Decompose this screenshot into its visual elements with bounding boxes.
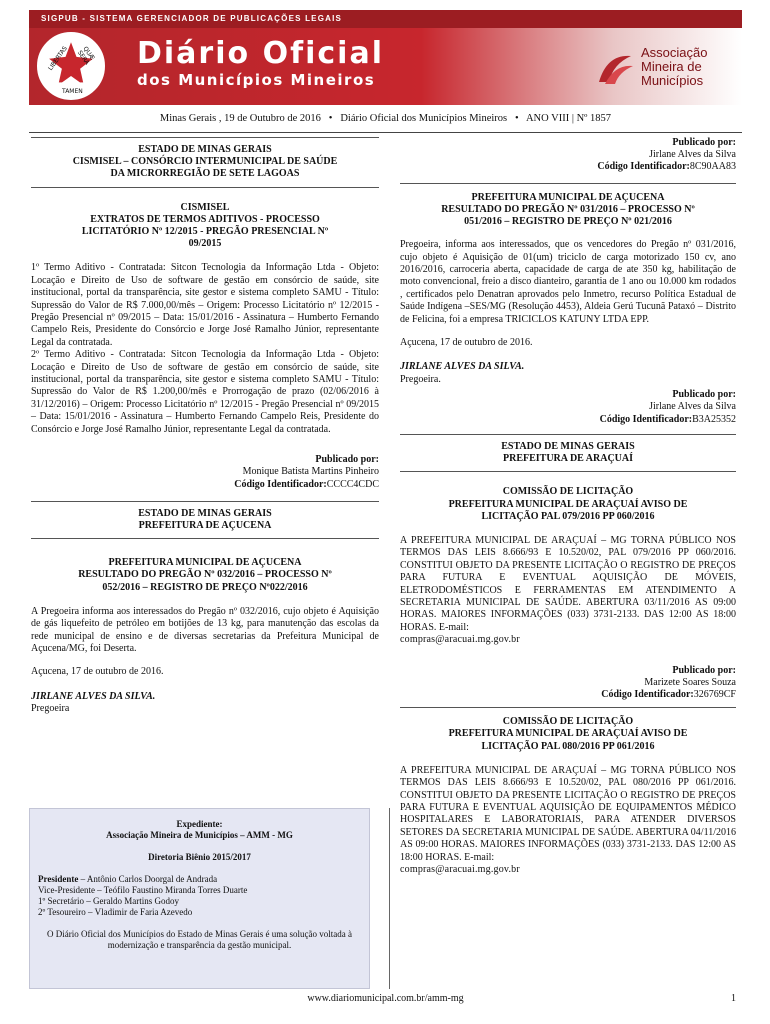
section-header-line: CISMISEL – CONSÓRCIO INTERMUNICIPAL DE SAÚDE xyxy=(72,156,338,168)
dateline-divider xyxy=(29,132,742,133)
amm-logo-line3: Municípios xyxy=(641,73,704,88)
footer-url[interactable]: www.diariomunicipal.com.br/amm-mg xyxy=(307,993,464,1004)
system-bar: SIGPUB - SISTEMA GERENCIADOR DE PUBLICAÇÕES LEGAIS xyxy=(29,10,742,28)
code-value: 8C90AA83 xyxy=(689,161,736,173)
publisher-block xyxy=(31,454,379,491)
article-paragraph: A Pregoeira informa aos interessados do Pregão nº 032/2016, cujo objeto é Aquisição de gás liquefeito de petróleo em botijões de 13 kg, para manutenção das escolas da rede municipal de ensino e de diversas secretarias da Prefeitura Municipal de Açucena/MG, foi Deserta. xyxy=(31,605,379,654)
publisher-label: Publicado por: xyxy=(672,389,736,401)
amm-logo-text xyxy=(641,46,707,88)
article-paragraph: 2º Termo Aditivo - Contratada: Sitcon Tecnologia da Informação Ltda - Objeto: Locação e Direito de Uso de software de gestão em consórcio de saúde, site institucional, portal da transparência, site gestor e sistema completo SAMU - Título: Supressão do Valor de R$ 1.200,00/mês e Prorrogação de prazo (02/06/2016 à 31/12/2016) – Origem: Processo Licitatório nº 12/2015 - Pregão Presencial nº 09/2015 – Data: 15/01/2016 - Assinatura – Humberto Fernando Campelo Reis, Presidente do Consórcio e Jorge José Ramalho Júnior, representante Legal da contratada. xyxy=(31,349,379,435)
article-title-line: EXTRATOS DE TERMOS ADITIVOS - PROCESSO xyxy=(90,213,320,225)
article-title-cismisel xyxy=(31,202,379,251)
right-column xyxy=(400,137,736,876)
email-link[interactable]: compras@aracuai.mg.gov.br xyxy=(400,864,520,876)
column-divider xyxy=(389,808,390,989)
expediente-member: 1º Secretário – Geraldo Martins Godoy xyxy=(38,896,180,906)
publisher-label: Publicado por: xyxy=(315,454,379,466)
expediente-president xyxy=(38,874,361,885)
publisher-code xyxy=(400,161,736,173)
article-title-line: CISMISEL xyxy=(180,201,230,213)
publisher-code xyxy=(400,689,736,701)
signatory-name: JIRLANE ALVES DA SILVA. xyxy=(400,361,525,373)
publisher-label: Publicado por: xyxy=(672,664,736,676)
signatory-role: Pregoeira xyxy=(31,703,70,715)
seal-text-bottom: TAMEN xyxy=(62,88,83,95)
article-date: Açucena, 17 de outubro de 2016. xyxy=(31,666,164,678)
minas-gerais-seal-icon xyxy=(37,32,105,100)
article-paragraph: 1º Termo Aditivo - Contratada: Sitcon Tecnologia da Informação Ltda - Objeto: Locação e Direito de Uso de software de gestão em consórcio de saúde, site institucional, portal da transparência, site gestor e sistema completo SAMU - Título: Supressão do Valor de R$ 7.000,00/mês – Origem: Processo Licitatório nº 12/2015 - Pregão Presencial nº 09/2015 – Data: 15/01/2016 - Assinatura – Humberto Fernando Campelo Reis, Presidente do Consórcio e Jorge José Ramalho Júnior, representante Legal da contratada. xyxy=(31,262,379,348)
email-link[interactable]: compras@aracuai.mg.gov.br xyxy=(400,634,520,646)
article-title-line: COMISSÃO DE LICITAÇÃO xyxy=(502,716,634,728)
section-header-line: PREFEITURA DE ARAÇUAÍ xyxy=(502,453,633,465)
code-value: B3A25352 xyxy=(692,413,736,425)
article-date: Açucena, 17 de outubro de 2016. xyxy=(400,337,533,349)
section-header-line: ESTADO DE MINAS GERAIS xyxy=(501,440,635,452)
expediente-member: 2º Tesoureiro – Vladimir de Faria Azevedo xyxy=(38,907,193,917)
article-title-line: RESULTADO DO PREGÃO Nº 032/2016 – PROCESSO Nº xyxy=(78,569,332,581)
article-title-line: COMISSÃO DE LICITAÇÃO xyxy=(502,486,634,498)
article-title-line: PREFEITURA MUNICIPAL DE ARAÇUAÍ AVISO DE xyxy=(448,728,688,740)
expediente-title: Expediente: xyxy=(176,819,223,829)
expediente-box xyxy=(29,808,370,989)
signatory-name: JIRLANE ALVES DA SILVA. xyxy=(31,690,156,702)
publisher-label: Publicado por: xyxy=(672,137,736,148)
code-label: Código Identificador: xyxy=(597,161,690,173)
article-title-acucena xyxy=(31,557,379,594)
left-column xyxy=(31,137,379,716)
code-value: 326769CF xyxy=(693,688,736,700)
amm-logo xyxy=(595,44,735,100)
amm-logo-line1: Associação xyxy=(641,45,708,60)
article-title-line: 052/2016 – REGISTRO DE PREÇO Nº022/2016 xyxy=(102,581,308,593)
expediente-board: Diretoria Biênio 2015/2017 xyxy=(148,852,251,862)
article-title-line: 051/2016 – REGISTRO DE PREÇO Nº 021/2016 xyxy=(464,216,672,228)
publisher-block xyxy=(400,389,736,426)
article-title-line: RESULTADO DO PREGÃO Nº 031/2016 – PROCESSO Nº xyxy=(441,203,695,215)
section-header-line: ESTADO DE MINAS GERAIS xyxy=(138,144,272,155)
article-title-line: LICITATÓRIO Nº 12/2015 - PREGÃO PRESENCIAL Nº xyxy=(81,226,329,238)
article-paragraph: Pregoeira, informa aos interessados, que os vencedores do Pregão nº 031/2016, cujo objeto é Aquisição de 01(um) triciclo de carga motorizado 150 cv, ano 2016/2016, carroceria aberta, capacidade de carga de ate 350 kg, habilitação de moto convencional, freio a disco dianteiro, garantia de 1 ano ou 10.000 km rodados , certificados pelo Denatran aprovados pelo Inmetro, recurso Política Estadual de Saúde Indígena –SES/MG (Resolução 4453), Aldeia Gerú Tucunã Pataxó – Distrito de Felicina, foi a empresa TRICICLOS KATUNY LTDA EPP. xyxy=(400,239,736,325)
article-title-aracuai-079 xyxy=(400,486,736,523)
article-title-line: PREFEITURA MUNICIPAL DE ARAÇUAÍ AVISO DE xyxy=(448,498,688,510)
publisher-block xyxy=(400,137,736,174)
article-title-line: 09/2015 xyxy=(188,238,222,250)
code-value: CCCC4CDC xyxy=(326,478,379,490)
publisher-block xyxy=(400,665,736,702)
president-label: Presidente xyxy=(38,874,79,884)
page-number: 1 xyxy=(731,993,736,1004)
section-header-line: ESTADO DE MINAS GERAIS xyxy=(138,507,272,519)
expediente-subtitle: Associação Mineira de Municípios – AMM - MG xyxy=(106,830,293,840)
publication-subtitle: dos Municípios Mineiros xyxy=(137,71,376,89)
code-label: Código Identificador: xyxy=(234,478,327,490)
amm-logo-icon xyxy=(595,50,635,90)
dateline: Minas Gerais , 19 de Outubro de 2016 • Diário Oficial dos Municípios Mineiros • ANO VIII | Nº 1857 xyxy=(159,113,612,124)
section-header-line: DA MICRORREGIÃO DE SETE LAGOAS xyxy=(110,168,300,180)
publisher-code xyxy=(400,414,736,426)
publisher-name: Jirlane Alves da Silva xyxy=(649,149,736,161)
code-label: Código Identificador: xyxy=(599,413,693,425)
publisher-code xyxy=(31,479,379,491)
signatory-role: Pregoeira. xyxy=(400,373,441,385)
article-title-aracuai-080 xyxy=(400,707,736,753)
article-paragraph: A PREFEITURA MUNICIPAL DE ARAÇUAÍ – MG TORNA PÚBLICO NOS TERMOS DAS LEIS 8.666/93 E 10.520/02, PAL 080/2016 PP 061/2016. CONSTITUI OBJETO DA PRESENTE LICITAÇÃO O REGISTRO DE PREÇOS PARA FUTURA E EVENTUAL AQUISIÇÃO DE EQUIPAMENTOS MÉDICO HOSPITALARES E LABORATORIAIS, PARA ATENDER DIVERSOS SETORES DA SECRETARIA MUNICIPAL DE SAÚDE. ABERTURA 04/11/2016 AS 09:00 HORAS. MAIORES INFORMAÇÕES (033) 3731-2133. DAS 12:00 AS 18:00 HORAS. E-mail: xyxy=(400,764,736,863)
article-title-line: LICITAÇÃO PAL 080/2016 PP 061/2016 xyxy=(481,740,655,752)
article-title-line: LICITAÇÃO PAL 079/2016 PP 060/2016 xyxy=(481,510,655,522)
section-header-acucena xyxy=(31,501,379,539)
amm-logo-line2: Mineira de xyxy=(641,59,702,74)
publisher-name: Monique Batista Martins Pinheiro xyxy=(242,466,379,478)
publisher-name: Jirlane Alves da Silva xyxy=(649,401,736,413)
seal-text-left: LIBERTAS xyxy=(47,45,69,72)
article-title-acucena-031 xyxy=(400,183,736,229)
expediente-member: Vice-Presidente – Teófilo Faustino Miranda Torres Duarte xyxy=(38,885,248,895)
president-name: – Antônio Carlos Doorgal de Andrada xyxy=(78,874,218,884)
section-header-aracuai xyxy=(400,434,736,472)
section-header-cismisel xyxy=(31,137,379,188)
publication-title: Diário Oficial xyxy=(137,36,384,71)
article-title-line: PREFEITURA MUNICIPAL DE AÇUCENA xyxy=(108,557,302,569)
publisher-name: Marizete Soares Souza xyxy=(644,676,736,688)
code-label: Código Identificador: xyxy=(601,688,694,700)
article-paragraph: A PREFEITURA MUNICIPAL DE ARAÇUAÍ – MG TORNA PÚBLICO NOS TERMOS DAS LEIS 8.666/93 E 10.520/02, PAL 079/2016 PP 060/2016. CONSTITUI OBJETO DA PRESENTE LICITAÇÃO O REGISTRO DE PREÇOS PARA FUTURA E EVENTUAL AQUISIÇÃO DE MÓVEIS, ELETRODOMÉSTICOS E FERRAMENTAS EM ATENDIMENTO A SECRETARIA MUNICIPAL DE SAÚDE. ABERTURA 03/11/2016 AS 09:00 HORAS. MAIORES INFORMAÇÕES (033) 3731-2133. DAS 12:00 AS 18:00 HORAS. E-mail: xyxy=(400,534,736,633)
expediente-footer: O Diário Oficial dos Municípios do Estado de Minas Gerais é uma solução voltada à modernização e transparência da gestão municipal. xyxy=(47,929,352,950)
article-title-line: PREFEITURA MUNICIPAL DE AÇUCENA xyxy=(471,191,665,203)
masthead xyxy=(29,10,742,105)
section-header-line: PREFEITURA DE AÇUCENA xyxy=(138,519,272,531)
seal-text-right: QUÆ SERA xyxy=(75,45,96,67)
